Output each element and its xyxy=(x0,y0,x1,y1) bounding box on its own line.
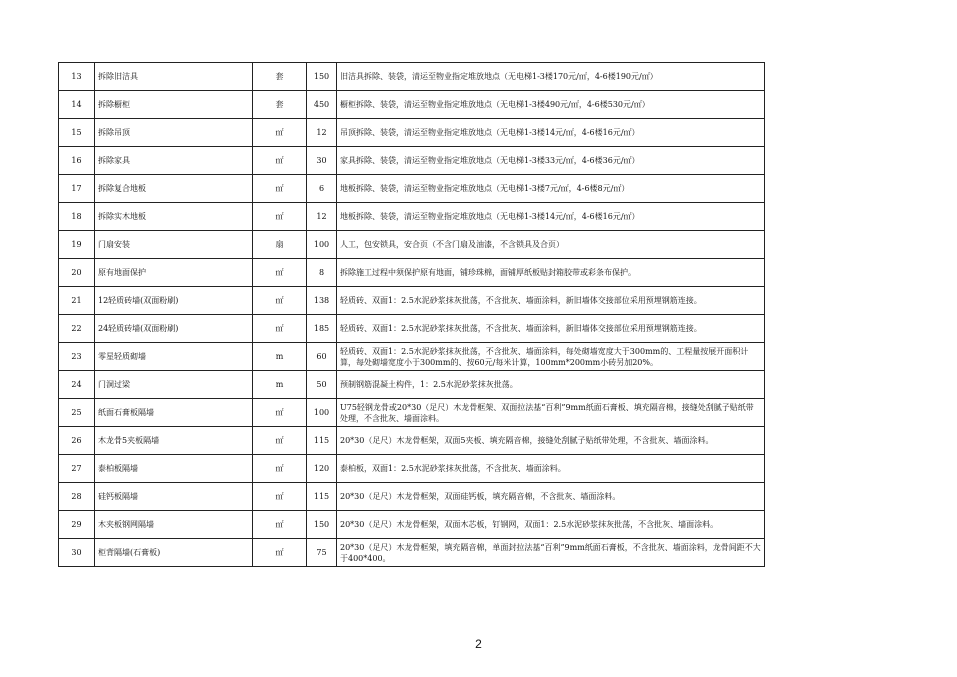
item-name-cell: 柜背隔墙(石膏板) xyxy=(95,539,253,567)
description-cell: 轻质砖、双面1：2.5水泥砂浆抹灰批荡，不含批灰、墙面涂料，新旧墙体交接部位采用预埋钢筋连接。 xyxy=(337,315,765,343)
table-row xyxy=(59,315,765,343)
item-name-cell: 门扇安装 xyxy=(95,231,253,259)
unit-price-cell: 6 xyxy=(307,175,337,203)
unit-cell: ㎡ xyxy=(253,427,307,455)
item-number-cell: 15 xyxy=(59,119,95,147)
item-name-cell: 零星轻质砌墙 xyxy=(95,343,253,371)
table-row xyxy=(59,91,765,119)
unit-price-cell: 12 xyxy=(307,119,337,147)
description-cell: 人工，包安锁具，安合页（不含门扇及油漆，不含锁具及合页） xyxy=(337,231,765,259)
table-row xyxy=(59,343,765,371)
item-number-cell: 17 xyxy=(59,175,95,203)
table-row xyxy=(59,231,765,259)
unit-cell: ㎡ xyxy=(253,511,307,539)
page-number: 2 xyxy=(475,637,482,651)
table-row xyxy=(59,147,765,175)
item-name-cell: 木龙骨5夹板隔墙 xyxy=(95,427,253,455)
item-number-cell: 18 xyxy=(59,203,95,231)
item-number-cell: 22 xyxy=(59,315,95,343)
item-name-cell: 拆除吊顶 xyxy=(95,119,253,147)
table-row xyxy=(59,455,765,483)
description-cell: 20*30（足尺）木龙骨框架，填充隔音棉，单面封拉法基“百利”9mm纸面石膏板，不含批灰、墙面涂料，龙骨间距不大于400*400。 xyxy=(337,539,765,567)
item-number-cell: 27 xyxy=(59,455,95,483)
description-cell: 地板拆除、装袋，清运至物业指定堆放地点（无电梯1-3楼14元/㎡，4-6楼16元/㎡） xyxy=(337,203,765,231)
price-table xyxy=(58,62,765,567)
item-number-cell: 14 xyxy=(59,91,95,119)
item-name-cell: 门洞过梁 xyxy=(95,371,253,399)
unit-price-cell: 150 xyxy=(307,63,337,91)
item-number-cell: 20 xyxy=(59,259,95,287)
table-row xyxy=(59,259,765,287)
unit-cell: 套 xyxy=(253,63,307,91)
item-number-cell: 26 xyxy=(59,427,95,455)
item-number-cell: 28 xyxy=(59,483,95,511)
item-number-cell: 13 xyxy=(59,63,95,91)
item-number-cell: 24 xyxy=(59,371,95,399)
item-number-cell: 19 xyxy=(59,231,95,259)
table-row xyxy=(59,371,765,399)
item-name-cell: 拆除实木地板 xyxy=(95,203,253,231)
unit-cell: ㎡ xyxy=(253,287,307,315)
unit-cell: ㎡ xyxy=(253,147,307,175)
table-row xyxy=(59,483,765,511)
item-number-cell: 30 xyxy=(59,539,95,567)
unit-cell: 套 xyxy=(253,91,307,119)
description-cell: 家具拆除、装袋，清运至物业指定堆放地点（无电梯1-3楼33元/㎡，4-6楼36元/㎡） xyxy=(337,147,765,175)
unit-price-cell: 115 xyxy=(307,483,337,511)
item-number-cell: 25 xyxy=(59,399,95,427)
description-cell: 泰柏板，双面1：2.5水泥砂浆抹灰批荡，不含批灰、墙面涂料。 xyxy=(337,455,765,483)
description-cell: U75轻钢龙骨或20*30（足尺）木龙骨框架、双面拉法基“百利”9mm纸面石膏板、填充隔音棉，接缝处刮腻子贴纸带处理，不含批灰、墙面涂料。 xyxy=(337,399,765,427)
table-row xyxy=(59,203,765,231)
unit-price-cell: 100 xyxy=(307,399,337,427)
unit-price-cell: 8 xyxy=(307,259,337,287)
unit-cell: ㎡ xyxy=(253,119,307,147)
description-cell: 轻质砖、双面1：2.5水泥砂浆抹灰批荡，不含批灰、墙面涂料，新旧墙体交接部位采用预埋钢筋连接。 xyxy=(337,287,765,315)
unit-cell: 扇 xyxy=(253,231,307,259)
table-row xyxy=(59,63,765,91)
unit-cell: ㎡ xyxy=(253,175,307,203)
description-cell: 拆除施工过程中须保护原有地面，铺珍珠棉，面铺厚纸板贴封箱胶带或彩条布保护。 xyxy=(337,259,765,287)
table-row xyxy=(59,287,765,315)
unit-price-cell: 12 xyxy=(307,203,337,231)
description-cell: 旧洁具拆除、装袋，清运至物业指定堆放地点（无电梯1-3楼170元/㎡，4-6楼190元/㎡） xyxy=(337,63,765,91)
table-row xyxy=(59,119,765,147)
item-name-cell: 拆除家具 xyxy=(95,147,253,175)
table-row xyxy=(59,175,765,203)
item-name-cell: 拆除复合地板 xyxy=(95,175,253,203)
unit-cell: ㎡ xyxy=(253,315,307,343)
item-name-cell: 硅钙板隔墙 xyxy=(95,483,253,511)
description-cell: 吊顶拆除、装袋，清运至物业指定堆放地点（无电梯1-3楼14元/㎡，4-6楼16元/㎡） xyxy=(337,119,765,147)
description-cell: 地板拆除、装袋，清运至物业指定堆放地点（无电梯1-3楼7元/㎡，4-6楼8元/㎡） xyxy=(337,175,765,203)
unit-cell: ㎡ xyxy=(253,539,307,567)
item-name-cell: 木夹板钢网隔墙 xyxy=(95,511,253,539)
unit-cell: m xyxy=(253,371,307,399)
table-row xyxy=(59,399,765,427)
unit-price-cell: 115 xyxy=(307,427,337,455)
unit-cell: ㎡ xyxy=(253,259,307,287)
unit-cell: m xyxy=(253,343,307,371)
item-name-cell: 拆除橱柜 xyxy=(95,91,253,119)
unit-price-cell: 100 xyxy=(307,231,337,259)
item-name-cell: 泰柏板隔墙 xyxy=(95,455,253,483)
item-name-cell: 拆除旧洁具 xyxy=(95,63,253,91)
item-number-cell: 23 xyxy=(59,343,95,371)
unit-price-cell: 150 xyxy=(307,511,337,539)
description-cell: 20*30（足尺）木龙骨框架，双面5夹板、填充隔音棉，接缝处刮腻子贴纸带处理，不含批灰、墙面涂料。 xyxy=(337,427,765,455)
item-number-cell: 29 xyxy=(59,511,95,539)
item-name-cell: 12轻质砖墙(双面粉刷) xyxy=(95,287,253,315)
unit-cell: ㎡ xyxy=(253,203,307,231)
description-cell: 20*30（足尺）木龙骨框架，双面硅钙板，填充隔音棉，不含批灰、墙面涂料。 xyxy=(337,483,765,511)
item-name-cell: 24轻质砖墙(双面粉刷) xyxy=(95,315,253,343)
table-row xyxy=(59,427,765,455)
unit-price-cell: 185 xyxy=(307,315,337,343)
description-cell: 20*30（足尺）木龙骨框架，双面木芯板，钉钢网，双面1：2.5水泥砂浆抹灰批荡，不含批灰、墙面涂料。 xyxy=(337,511,765,539)
unit-cell: ㎡ xyxy=(253,483,307,511)
table-row xyxy=(59,539,765,567)
unit-price-cell: 450 xyxy=(307,91,337,119)
unit-price-cell: 75 xyxy=(307,539,337,567)
item-number-cell: 16 xyxy=(59,147,95,175)
unit-cell: ㎡ xyxy=(253,399,307,427)
description-cell: 轻质砖、双面1：2.5水泥砂浆抹灰批荡，不含批灰、墙面涂料，每处砌墙宽度大于300mm的、工程量按展开面积计算，每处砌墙宽度小于300mm的、按60元/每米计算，100mm*200mm小砖另加20%。 xyxy=(337,343,765,371)
description-cell: 预制钢筋混凝土构件，1：2.5水泥砂浆抹灰批荡。 xyxy=(337,371,765,399)
unit-price-cell: 30 xyxy=(307,147,337,175)
item-name-cell: 原有地面保护 xyxy=(95,259,253,287)
unit-price-cell: 60 xyxy=(307,343,337,371)
unit-cell: ㎡ xyxy=(253,455,307,483)
item-name-cell: 纸面石膏板隔墙 xyxy=(95,399,253,427)
item-number-cell: 21 xyxy=(59,287,95,315)
table-row xyxy=(59,511,765,539)
unit-price-cell: 120 xyxy=(307,455,337,483)
price-table-body xyxy=(59,63,765,567)
description-cell: 橱柜拆除、装袋，清运至物业指定堆放地点（无电梯1-3楼490元/㎡，4-6楼530元/㎡） xyxy=(337,91,765,119)
unit-price-cell: 138 xyxy=(307,287,337,315)
unit-price-cell: 50 xyxy=(307,371,337,399)
